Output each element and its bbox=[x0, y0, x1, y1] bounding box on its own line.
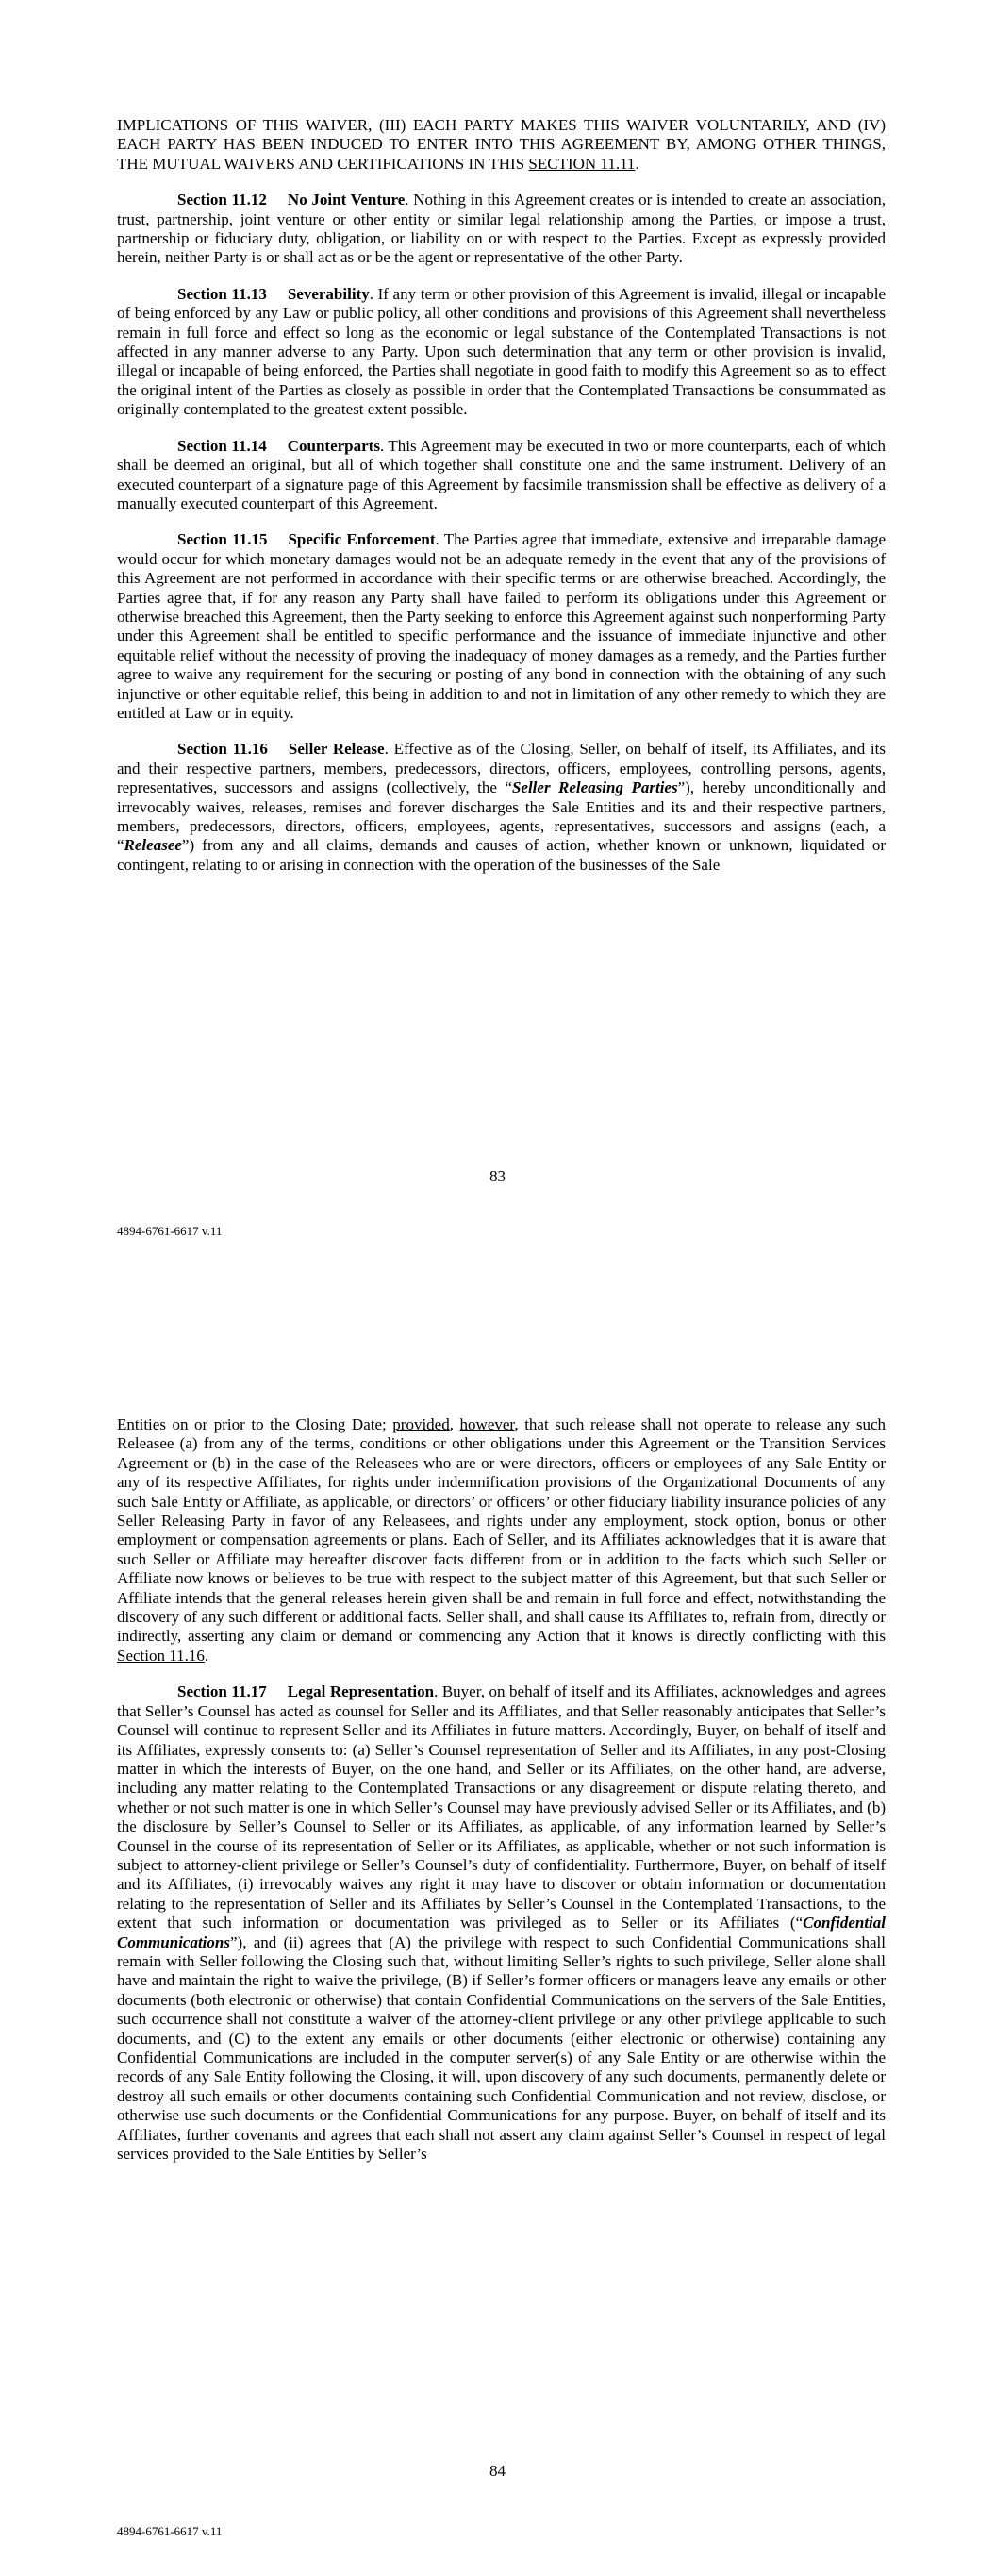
section-number: Section 11.13 bbox=[177, 284, 267, 303]
section-body: . This Agreement may be executed in two or more counterparts, each of which shall be deemed an original, but all of which together shall constitute one and the same instrument. Delivery of an executed counterpart of a signature page of this Agreement by facsimile transmission shall be effective as delivery of a manually executed counterpart of this Agreement. bbox=[117, 436, 886, 512]
waiver-text: IMPLICATIONS OF THIS WAIVER, (III) EACH PARTY MAKES THIS WAIVER VOLUNTARILY, AND (IV) EACH PARTY HAS BEEN INDUCED TO ENTER INTO THIS AGREEMENT BY, AMONG OTHER THINGS, THE MUTUAL WAIVERS AND CERTIFICATIONS IN THIS bbox=[117, 116, 886, 173]
page-number: 84 bbox=[489, 2462, 506, 2480]
section-number: Section 11.14 bbox=[177, 436, 267, 455]
section-body: . Nothing in this Agreement creates or is intended to create an association, trust, partnership, joint venture or other entity or similar legal relationship among the Parties, or impose a trust, partnership or fiduciary duty, obligation, or liability on or with respect to the Parties. Except as expressly provided herein, neither Party is or shall act as or be the agent or representative of the other Party. bbox=[117, 191, 886, 267]
page-84-body bbox=[117, 1415, 886, 2181]
section-11-16: Section 11.16 Seller Release. Effective as of the Closing, Seller, on behalf of itself, its Affiliates, and its and their respective partners, members, predecessors, directors, officers, employees, controlling persons, agents, representatives, successors and assigns (collectively, the “Seller Releasing Parties”), hereby unconditionally and irrevocably waives, releases, remises and forever discharges the Sale Entities and its and their respective partners, members, predecessors, directors, officers, employees, agents, representatives, successors and assigns (each, a “Releasee”) from any and all claims, demands and causes of action, whether known or unknown, liquidated or contingent, relating to or arising in connection with the operation of the businesses of the Sale bbox=[117, 740, 887, 874]
document-id: 4894-6761-6617 v.11 bbox=[117, 2524, 223, 2538]
section-reference-11-11[interactable]: SECTION 11.11 bbox=[528, 154, 636, 173]
section-body: . Effective as of the Closing, Seller, on behalf of itself, its Affiliates, and its and their respective partners, members, predecessors, directors, officers, employees, controlling persons, agents, representatives, successors and assigns (collectively, the “ bbox=[117, 740, 886, 797]
defined-term-confidential-communications: Confidential Communications bbox=[117, 1914, 886, 1951]
section-11-14 bbox=[117, 437, 886, 514]
page-83-body bbox=[117, 116, 886, 892]
section-title: Severability bbox=[287, 284, 370, 303]
section-11-15 bbox=[117, 530, 886, 723]
term-provided: provided bbox=[392, 1415, 450, 1433]
page-number: 83 bbox=[489, 1167, 506, 1185]
section-number: Section 11.17 bbox=[177, 1682, 267, 1701]
waiver-paragraph-tail: IMPLICATIONS OF THIS WAIVER, (III) EACH PARTY MAKES THIS WAIVER VOLUNTARILY, AND (IV) EACH PARTY HAS BEEN INDUCED TO ENTER INTO THIS AGREEMENT BY, AMONG OTHER THINGS, THE MUTUAL WAIVERS AND CERTIFICATIONS IN THIS SECTION 11.11. bbox=[117, 116, 886, 173]
document-id: 4894-6761-6617 v.11 bbox=[117, 1224, 223, 1238]
section-reference-11-16[interactable]: Section 11.16 bbox=[117, 1646, 205, 1664]
section-11-12 bbox=[117, 191, 886, 268]
section-body: . Buyer, on behalf of itself and its Affiliates, acknowledges and agrees that Seller’s Counsel has acted as counsel for Seller and its Affiliates, and that Seller reasonably anticipates that Seller’s Counsel will continue to represent Seller and its Affiliates in future matters. Accordingly, Buyer, on behalf of itself and its Affiliates, expressly consents to: (a) Seller’s Counsel representation of Seller and its Affiliates, in any post-Closing matter in which the interests of Buyer, on the one hand, and Seller or its Affiliates, on the other hand, are adverse, including any matter relating to the Contemplated Transactions or any disagreement or dispute relating thereto, and whether or not such matter is one in which Seller’s Counsel may have previously advised Seller or its Affiliates, and (b) the disclosure by Seller’s Counsel to Seller or its Affiliates, as applicable, of any information learned by Seller’s Counsel in the course of its representation of Seller or its Affiliates, as applicable, whether or not such information is subject to attorney-client privilege or Seller’s Counsel’s duty of confidentiality. Furthermore, Buyer, on behalf of itself and its Affiliates, (i) irrevocably waives any right it may have to discover or obtain information or documentation relating to the representation of Seller and its Affiliates by Seller’s Counsel in the Contemplated Transactions, to the extent that such information or documentation was privileged as to Seller or its Affiliates (“ bbox=[117, 1682, 886, 1932]
section-title: No Joint Venture bbox=[287, 191, 406, 209]
section-11-17: Section 11.17 Legal Representation. Buyer, on behalf of itself and its Affiliates, acknowledges and agrees that Seller’s Counsel has acted as counsel for Seller and its Affiliates, and that Seller reasonably anticipates that Seller’s Counsel will continue to represent Seller and its Affiliates in future matters. Accordingly, Buyer, on behalf of itself and its Affiliates, expressly consents to: (a) Seller’s Counsel representation of Seller and its Affiliates, in any post-Closing matter in which the interests of Buyer, on the one hand, and Seller or its Affiliates, on the other hand, are adverse, including any matter relating to the Contemplated Transactions or any disagreement or dispute relating thereto, and whether or not such matter is one in which Seller’s Counsel may have previously advised Seller or its Affiliates, and (b) the disclosure by Seller’s Counsel to Seller or its Affiliates, as applicable, of any information learned by Seller’s Counsel in the course of its representation of Seller or its Affiliates, as applicable, whether or not such information is subject to attorney-client privilege or Seller’s Counsel’s duty of confidentiality. Furthermore, Buyer, on behalf of itself and its Affiliates, (i) irrevocably waives any right it may have to discover or obtain information or documentation relating to the representation of Seller and its Affiliates by Seller’s Counsel in the Contemplated Transactions, to the extent that such information or documentation was privileged as to Seller or its Affiliates (“Confidential Communications”), and (ii) agrees that (A) the privilege with respect to such Confidential Communications shall remain with Seller following the Closing such that, without limiting Seller’s rights to such privilege, Seller alone shall have and maintain the right to waive the privilege, (B) if Seller’s former officers or managers leave any emails or other documents (both electronic or otherwise) that contain Confidential Communications on the servers of the Sale Entities, such occurrence shall not constitute a waiver of the attorney-client privilege or any other privilege applicable to such documents, and (C) to the extent any emails or other documents (either electronic or otherwise) containing any Confidential Communications are included in the computer server(s) of any Sale Entity or are otherwise within the records of any Sale Entity following the Closing, it will, upon discovery of any such documents, permanently delete or destroy all such emails or other documents containing such Confidential Communication and not review, disclose, or otherwise use such documents or the Confidential Communications for any purpose. Buyer, on behalf of itself and its Affiliates, further covenants and agrees that each shall not assert any claim against Seller’s Counsel in respect of legal services provided to the Sale Entities by Seller’s bbox=[117, 1682, 886, 2164]
page-84 bbox=[0, 1288, 995, 2576]
section-title: Legal Representation bbox=[287, 1682, 435, 1701]
section-11-16-continued: Entities on or prior to the Closing Date; provided, however, that such release shall not operate to release any such Releasee (a) from any of the terms, conditions or other obligations under this Agreement or the Transition Services Agreement or (b) in the case of the Releasees who are or were directors, officers or employees of any Sale Entity or any of its respective Affiliates, for rights under indemnification provisions of the Organizational Documents of any such Sale Entity or Affiliate, as applicable, or directors’ or officers’ or other fiduciary liability insurance policies of any Seller Releasing Party in favor of any Releasees, and rights under any employment, stock option, bonus or other employment or compensation agreements or plans. Each of Seller, and its Affiliates acknowledges that it is aware that such Seller or Affiliate may hereafter discover facts different from or in addition to the facts which such Seller or Affiliate now knows or believes to be true with respect to the subject matter of this Agreement, but that such Seller or Affiliate intends that the general releases herein given shall be and remain in full force and effect, notwithstanding the discovery of any such different or additional facts. Seller shall, and shall cause its Affiliates to, refrain from, directly or indirectly, asserting any claim or demand or commencing any Action that it knows is directly conflicting with this Section 11.16. bbox=[117, 1415, 887, 1664]
defined-term-seller-releasing-parties: Seller Releasing Parties bbox=[511, 778, 678, 797]
section-body: . The Parties agree that immediate, extensive and irreparable damage would occur for which monetary damages would not be an adequate remedy in the event that any of the provisions of this Agreement are not performed in accordance with their specific terms or are otherwise breached. Accordingly, the Parties agree that, if for any reason any Party shall have failed to perform its obligations under this Agreement or otherwise breached this Agreement, then the Party seeking to enforce this Agreement against such nonperforming Party under this Agreement shall be entitled to specific performance and the issuance of immediate injunctive and other equitable relief without the necessity of proving the inadequacy of money damages as a remedy, and the Parties further agree to waive any requirement for the securing or posting of any bond in connection with the obtaining of any such injunctive or other equitable relief, this being in addition to and not in limitation of any other remedy to which they are entitled at Law or in equity. bbox=[117, 530, 886, 722]
section-number: Section 11.12 bbox=[177, 191, 267, 209]
section-title: Counterparts bbox=[287, 436, 380, 455]
section-title: Specific Enforcement bbox=[288, 530, 436, 549]
section-body: . If any term or other provision of this Agreement is invalid, illegal or incapable of being enforced by any Law or public policy, all other conditions and provisions of this Agreement shall nevertheless remain in full force and effect so long as the economic or legal substance of the Contemplated Transactions is not affected in any manner adverse to any Party. Upon such determination that any term or other provision is invalid, illegal or incapable of being enforced, the Parties shall negotiate in good faith to modify this Agreement so as to effect the original intent of the Parties as closely as possible in order that the Contemplated Transactions be consummated as originally contemplated to the greatest extent possible. bbox=[117, 284, 886, 419]
section-title: Seller Release bbox=[288, 740, 385, 759]
section-number: Section 11.15 bbox=[177, 530, 268, 549]
defined-term-releasee: Releasee bbox=[124, 836, 182, 855]
section-number: Section 11.16 bbox=[177, 740, 268, 759]
term-however: however bbox=[459, 1415, 515, 1433]
section-11-13 bbox=[117, 285, 886, 420]
